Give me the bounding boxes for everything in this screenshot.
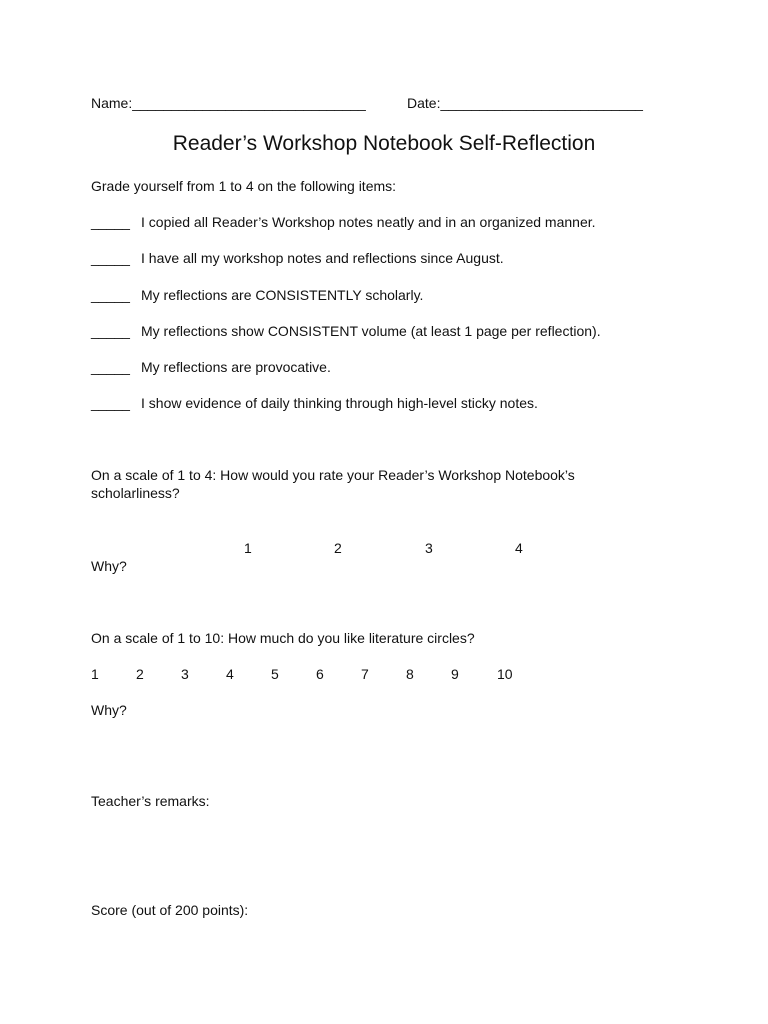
scale2-option[interactable]: 3 — [181, 666, 189, 682]
grade-blank[interactable]: _____ — [91, 395, 130, 411]
scale2-option[interactable]: 6 — [316, 666, 324, 682]
checklist-item — [91, 249, 504, 267]
name-field[interactable]: Name:______________________________ — [91, 95, 366, 111]
checklist-item-text: My reflections show CONSISTENT volume (at least 1 page per reflection). — [141, 323, 601, 339]
scale2-option[interactable]: 1 — [91, 666, 99, 682]
scale2-option[interactable]: 5 — [271, 666, 279, 682]
grade-blank[interactable]: _____ — [91, 359, 130, 375]
instructions: Grade yourself from 1 to 4 on the following items: — [91, 178, 397, 194]
scale2-option[interactable]: 4 — [226, 666, 234, 682]
checklist-item — [91, 213, 596, 231]
checklist-item — [91, 394, 538, 412]
question1-prompt: On a scale of 1 to 4: How would you rate your Reader’s Workshop Notebook’s scholarliness? — [91, 467, 575, 501]
page-title: Reader’s Workshop Notebook Self-Reflection — [172, 132, 596, 155]
scale2-option[interactable]: 2 — [136, 666, 144, 682]
grade-blank[interactable]: _____ — [91, 214, 130, 230]
checklist-item-text: I have all my workshop notes and reflections since August. — [141, 250, 504, 266]
scale2-option[interactable]: 7 — [361, 666, 369, 682]
date-field[interactable]: Date:__________________________ — [407, 95, 643, 111]
scale2-option[interactable]: 10 — [497, 666, 513, 682]
question2-prompt: On a scale of 1 to 10: How much do you like literature circles? — [91, 630, 475, 646]
grade-blank[interactable]: _____ — [91, 287, 130, 303]
checklist-item-text: I show evidence of daily thinking through high-level sticky notes. — [141, 395, 538, 411]
checklist-item — [91, 358, 331, 376]
grade-blank[interactable]: _____ — [91, 323, 130, 339]
checklist-item — [91, 322, 601, 340]
checklist-item-text: My reflections are provocative. — [141, 359, 331, 375]
checklist-item — [91, 286, 423, 304]
scale1-option[interactable]: 3 — [425, 540, 433, 556]
scale1-option[interactable]: 4 — [515, 540, 523, 556]
checklist-item-text: My reflections are CONSISTENTLY scholarly. — [141, 287, 424, 303]
checklist-item-text: I copied all Reader’s Workshop notes neatly and in an organized manner. — [141, 214, 596, 230]
scale1-option[interactable]: 2 — [334, 540, 342, 556]
scale1-option[interactable]: 1 — [244, 540, 252, 556]
question2-why: Why? — [91, 702, 127, 718]
grade-blank[interactable]: _____ — [91, 250, 130, 266]
teacher-remarks-label: Teacher’s remarks: — [91, 793, 210, 809]
score-label: Score (out of 200 points): — [91, 902, 249, 918]
scale2-option[interactable]: 8 — [406, 666, 414, 682]
question1-why: Why? — [91, 558, 127, 574]
scale2-option[interactable]: 9 — [451, 666, 459, 682]
